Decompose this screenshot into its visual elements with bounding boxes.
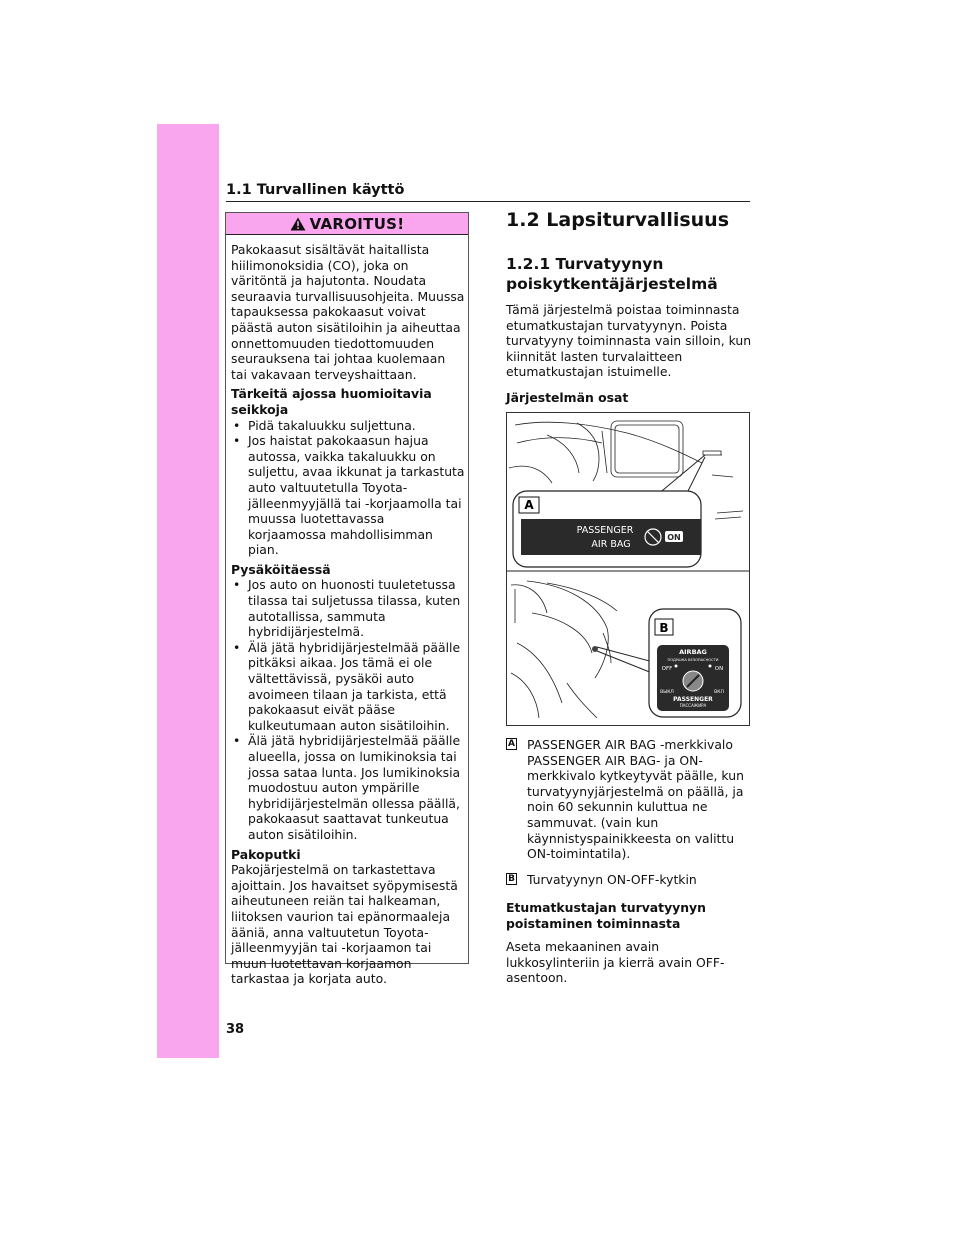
section-header: 1.1 Turvallinen käyttö bbox=[226, 182, 405, 198]
side-color-band bbox=[157, 124, 219, 1058]
airbag-system-figure bbox=[506, 412, 750, 726]
subsection-title: 1.2.1 Turvatyynyn poiskytkentäjärjestelmä bbox=[506, 255, 718, 293]
warning-triangle-icon bbox=[290, 217, 306, 231]
legend-text-b: Turvatyynyn ON-OFF-kytkin bbox=[527, 872, 697, 887]
list-item: • Jos auto on huonosti tuuletetussa tilassa tai suljetussa tilassa, kuten autotallissa, sammuta hybridijärjestelmä. bbox=[233, 577, 461, 640]
warning-box bbox=[225, 212, 469, 987]
header-divider bbox=[226, 201, 750, 202]
list-item: • Jos haistat pakokaasun hajua autossa, vaikka takaluukku on suljettu, avaa ikkunat ja tarkastuta auto valtuutetulla Toyota-jälleenmyyjällä tai -korjaamolla tai muussa luotettavassa korjaamossa mahdollisimman pian. bbox=[233, 433, 465, 558]
switch-top-label: AIRBAG bbox=[679, 648, 707, 656]
list-item: • Pidä takaluukku suljettuna. bbox=[233, 417, 416, 433]
page-title: 1.2 Lapsiturvallisuus bbox=[506, 209, 730, 231]
figure-label-b: B bbox=[659, 621, 669, 635]
legend-item-a bbox=[506, 737, 756, 862]
intro-paragraph: Tämä järjestelmä poistaa toiminnasta etumatkustajan turvatyynyn. Poista turvatyyny toiminnasta vain silloin, kun kiinnität lasten turvalaitteen etumatkustajan istuimelle. bbox=[506, 302, 752, 380]
disable-text: Aseta mekaaninen avain lukkosylinteriin ja kierrä avain OFF-asentoon. bbox=[506, 939, 725, 986]
list-item: • Älä jätä hybridijärjestelmää päälle pitkäksi aikaa. Jos tämä ei ole vältettävissä, pysäköi auto avoimeen tilaan ja tarkista, että pakokaasut eivät pääse kulkeutumaan auton sisätiloihin. bbox=[233, 639, 461, 733]
indicator-on-label: ON bbox=[667, 533, 681, 542]
switch-bottom-ru-label: ПАССАЖИРА bbox=[679, 703, 707, 708]
switch-off-ru-label: ВЫКЛ bbox=[660, 690, 674, 695]
switch-on-label: ON bbox=[714, 666, 724, 672]
legend-tag-b: B bbox=[506, 873, 517, 885]
warning-list-driving bbox=[231, 418, 465, 558]
warning-body bbox=[226, 235, 468, 987]
main-column bbox=[506, 208, 756, 406]
warning-intro: Pakokaasut sisältävät haitallista hiilimonoksidia (CO), joka on väritöntä ja hajutonta. Noudata seuraavia turvallisuusohjeita. Muussa tapauksessa pakokaasut voivat päästä auton sisätiloihin ja aiheuttaa onnettomuuden tiedottomuuden seurauksena tai johtaa kuolemaan tai vakavaan terveyshaittaan. bbox=[231, 242, 465, 382]
warning-heading-exhaust: Pakoputki bbox=[231, 846, 301, 862]
indicator-line-1: PASSENGER bbox=[576, 525, 634, 536]
list-item: • Älä jätä hybridijärjestelmää päälle alueella, jossa on lumikinoksia tai jossa sataa lunta. Jos lumikinoksia muodostuu auton ympärille hybridijärjestelmän ollessa päällä, pakokaasut saattavat tunkeutua auton sisätiloihin. bbox=[233, 733, 461, 842]
dashboard-illustration bbox=[507, 413, 749, 725]
page-number: 38 bbox=[226, 1022, 245, 1037]
warning-exhaust-text: Pakojärjestelmä on tarkastettava ajoittain. Jos havaitset syöpymisestä aiheutuneen reiän tai halkeaman, liitoksen vaurion tai epänormaaleja ääniä, anna valtuutetun Toyota-jälleenmyyjän tai -korjaamon tai muun luotettavan korjaamon tarkastaa ja korjata auto. bbox=[231, 862, 458, 987]
figure-label-a: A bbox=[524, 498, 534, 512]
disable-section bbox=[506, 900, 756, 986]
switch-on-ru-label: ВКЛ bbox=[714, 690, 724, 695]
legend-text-a: PASSENGER AIR BAG -merkkivalo PASSENGER AIR BAG- ja ON-merkkivalo kytkeytyvät päälle, kun turvatyynyjärjestelmä on päällä, ja noin 60 sekunnin kuluttua ne sammuvat. (vain kun käynnistyspainikkeesta on valittu ON-toimintatila). bbox=[527, 737, 744, 862]
parts-label: Järjestelmän osat bbox=[506, 389, 629, 405]
disable-heading: Etumatkustajan turvatyynyn poistaminen toiminnasta bbox=[506, 900, 706, 931]
warning-heading-driving: Tärkeitä ajossa huomioitavia seikkoja bbox=[231, 386, 432, 417]
warning-list-parking bbox=[231, 577, 465, 842]
warning-title-bar bbox=[226, 213, 468, 235]
switch-top-ru-label: ПОДУШКА БЕЗОПАСНОСТИ bbox=[667, 658, 719, 662]
warning-heading-parking: Pysäköitäessä bbox=[231, 561, 331, 577]
indicator-line-2: AIR BAG bbox=[591, 539, 631, 550]
warning-title: VAROITUS! bbox=[309, 214, 405, 233]
legend-item-b bbox=[506, 872, 756, 888]
switch-off-label: OFF bbox=[661, 666, 673, 672]
legend-tag-a: A bbox=[506, 738, 517, 750]
switch-bottom-label: PASSENGER bbox=[673, 696, 713, 703]
